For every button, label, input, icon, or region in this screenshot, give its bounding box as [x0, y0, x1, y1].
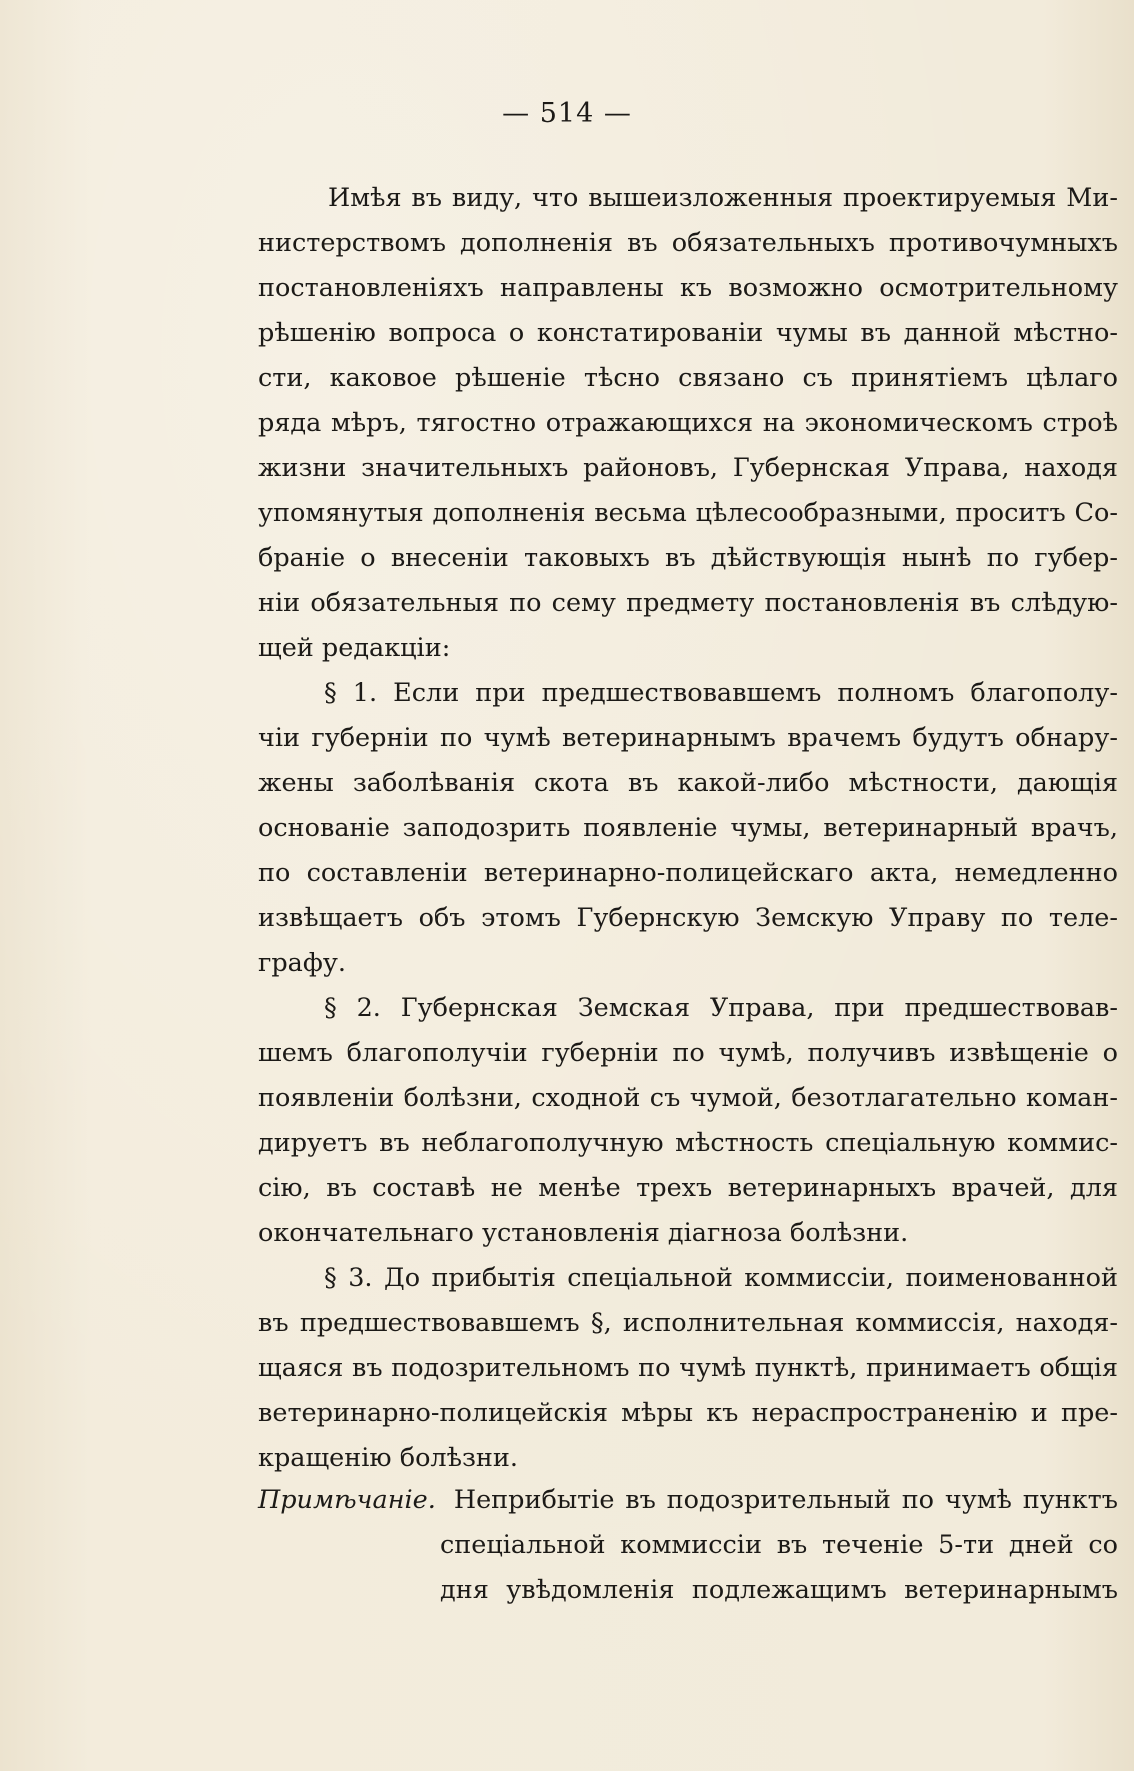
text-line: дня увѣдомленія подлежащимъ ветеринарнымъ: [440, 1575, 1118, 1605]
text-line: чіи губерніи по чумѣ ветеринарнымъ врачемъ будутъ обнару-: [258, 723, 1118, 753]
section-2-paragraph: [258, 986, 1118, 1256]
text-line: графу.: [258, 948, 346, 978]
footnote-block: [258, 1478, 1118, 1613]
text-line: жены заболѣванія скота въ какой-либо мѣстности, дающія: [258, 768, 1118, 798]
note-first-line: [258, 1478, 1118, 1523]
section-1-paragraph: [258, 671, 1118, 986]
text-line: сію, въ составѣ не менѣе трехъ ветеринарныхъ врачей, для: [258, 1173, 1118, 1203]
text-line: браніе о внесеніи таковыхъ въ дѣйствующія нынѣ по губер-: [258, 543, 1118, 573]
text-line: ніи обязательныя по сему предмету постановленія въ слѣдую-: [258, 588, 1118, 618]
text-line: въ предшествовавшемъ §, исполнительная коммиссія, находя-: [258, 1308, 1118, 1338]
section-3-paragraph: [258, 1256, 1118, 1481]
body-text: [258, 176, 1118, 1481]
text-line: извѣщаетъ объ этомъ Губернскую Земскую Управу по теле-: [258, 903, 1118, 933]
text-line: щаяся въ подозрительномъ по чумѣ пунктѣ, принимаетъ общія: [258, 1353, 1118, 1383]
text-line: ветеринарно-полицейскія мѣры къ нераспространенію и пре-: [258, 1398, 1118, 1428]
text-line: кращенію болѣзни.: [258, 1443, 519, 1473]
text-line: нистерствомъ дополненія въ обязательныхъ противочумныхъ: [258, 228, 1118, 258]
text-line: шемъ благополучіи губерніи по чумѣ, получивъ извѣщеніе о: [258, 1038, 1118, 1068]
text-line: сти, каковое рѣшеніе тѣсно связано съ принятіемъ цѣлаго: [258, 363, 1118, 393]
text-line: § 3. До прибытія спеціальной коммиссіи, поименованной: [324, 1263, 1118, 1293]
text-line: Имѣя въ виду, что вышеизложенныя проектируемыя Ми-: [328, 183, 1118, 213]
text-line: по составленіи ветеринарно-полицейскаго акта, немедленно: [258, 858, 1118, 888]
note-first-text: Неприбытіе въ подозрительный по чумѣ пунктъ: [453, 1485, 1118, 1515]
intro-paragraph: [258, 176, 1118, 671]
text-line: жизни значительныхъ районовъ, Губернская Управа, находя: [258, 453, 1118, 483]
text-line: появленіи болѣзни, сходной съ чумой, безотлагательно коман-: [258, 1083, 1118, 1113]
text-line: § 1. Если при предшествовавшемъ полномъ благополу-: [324, 678, 1118, 708]
text-line: § 2. Губернская Земская Управа, при предшествовав-: [324, 993, 1118, 1023]
text-line: окончательнаго установленія діагноза болѣзни.: [258, 1218, 909, 1248]
text-line: основаніе заподозрить появленіе чумы, ветеринарный врачъ,: [258, 813, 1118, 843]
text-line: дируетъ въ неблагополучную мѣстность спеціальную коммис-: [258, 1128, 1118, 1158]
text-line: рѣшенію вопроса о констатированіи чумы въ данной мѣстно-: [258, 318, 1118, 348]
text-line: спеціальной коммиссіи въ теченіе 5-ти дней со: [440, 1530, 1118, 1560]
text-line: упомянутыя дополненія весьма цѣлесообразными, проситъ Со-: [258, 498, 1118, 528]
text-line: ряда мѣръ, тягостно отражающихся на экономическомъ строѣ: [258, 408, 1118, 438]
text-line: постановленіяхъ направлены къ возможно осмотрительному: [258, 273, 1118, 303]
page-number: — 514 —: [502, 98, 632, 129]
text-line: щей редакціи:: [258, 633, 451, 663]
note-label: Примѣчаніе.: [258, 1485, 436, 1515]
